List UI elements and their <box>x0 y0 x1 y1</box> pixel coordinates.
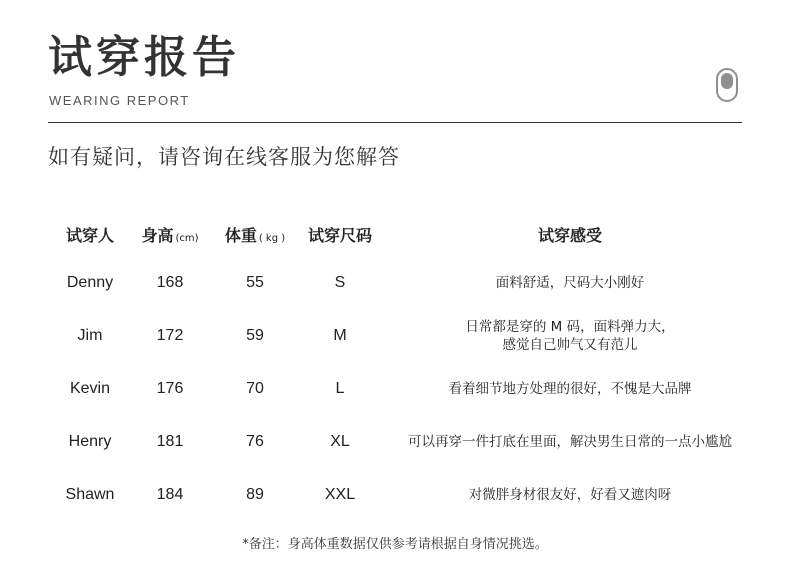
table-row <box>50 415 760 468</box>
cell-feedback <box>380 362 760 415</box>
page-subtitle: WEARING REPORT <box>49 93 190 108</box>
wearing-report-table <box>50 212 760 521</box>
contact-line: 如有疑问，请咨询在线客服为您解答 <box>48 145 400 169</box>
header-size-label: 试穿尺码 <box>307 225 372 245</box>
cell-size: XXL <box>324 485 356 503</box>
footnote: *备注：身高体重数据仅供参考请根据自身情况挑选。 <box>242 537 548 552</box>
cell-weight: 76 <box>246 432 264 450</box>
cell-weight: 55 <box>246 273 264 291</box>
cell-height: 181 <box>156 432 184 450</box>
cell-weight: 70 <box>246 379 264 397</box>
header-weight <box>210 212 300 256</box>
header-size <box>300 212 380 256</box>
header-height <box>130 212 210 256</box>
header-weight-label: 体重 <box>224 225 257 245</box>
cell-feedback <box>380 309 760 362</box>
table-row <box>50 468 760 521</box>
toggle-pill-icon <box>716 68 738 102</box>
cell-weight: 89 <box>246 485 264 503</box>
feedback-line-1: 面料舒适，尺码大小刚好 <box>495 274 645 291</box>
header-height-label: 身高 <box>141 225 174 245</box>
feedback-line-2: 感觉自己帅气又有范儿 <box>502 336 638 353</box>
cell-size: L <box>335 379 345 397</box>
page-title: 试穿报告 <box>48 32 240 83</box>
cell-height: 176 <box>156 379 184 397</box>
table-row <box>50 309 760 362</box>
table-row <box>50 256 760 309</box>
cell-size: M <box>333 326 347 344</box>
cell-feedback <box>380 468 760 521</box>
table-header-row <box>50 212 760 256</box>
table-row <box>50 362 760 415</box>
feedback-line-1: 看着细节地方处理的很好，不愧是大品牌 <box>448 380 692 397</box>
header-tester <box>50 212 130 256</box>
feedback-line-1: 可以再穿一件打底在里面，解决男生日常的一点小尴尬 <box>408 433 732 450</box>
cell-name: Henry <box>68 432 112 450</box>
cell-height: 168 <box>156 273 184 291</box>
cell-size: XL <box>330 432 350 450</box>
cell-name: Denny <box>66 273 114 291</box>
header-height-unit: (cm) <box>175 232 199 244</box>
cell-name: Jim <box>77 326 103 344</box>
cell-size: S <box>334 273 346 291</box>
cell-height: 184 <box>156 485 184 503</box>
header-tester-label: 试穿人 <box>65 225 114 245</box>
header-weight-unit: ( kg ) <box>258 232 286 244</box>
cell-feedback <box>380 415 760 468</box>
pill-knob <box>721 73 733 89</box>
header-feedback-label: 试穿感受 <box>537 225 602 245</box>
cell-name: Shawn <box>65 485 115 503</box>
cell-feedback <box>380 256 760 309</box>
cell-name: Kevin <box>69 379 111 397</box>
header-feedback <box>380 212 760 256</box>
feedback-line-1: 日常都是穿的 M 码，面料弹力大， <box>465 318 675 335</box>
feedback-line-1: 对微胖身材很友好，好看又遮肉呀 <box>468 486 672 503</box>
divider <box>48 122 742 123</box>
cell-weight: 59 <box>246 326 264 344</box>
cell-height: 172 <box>156 326 184 344</box>
